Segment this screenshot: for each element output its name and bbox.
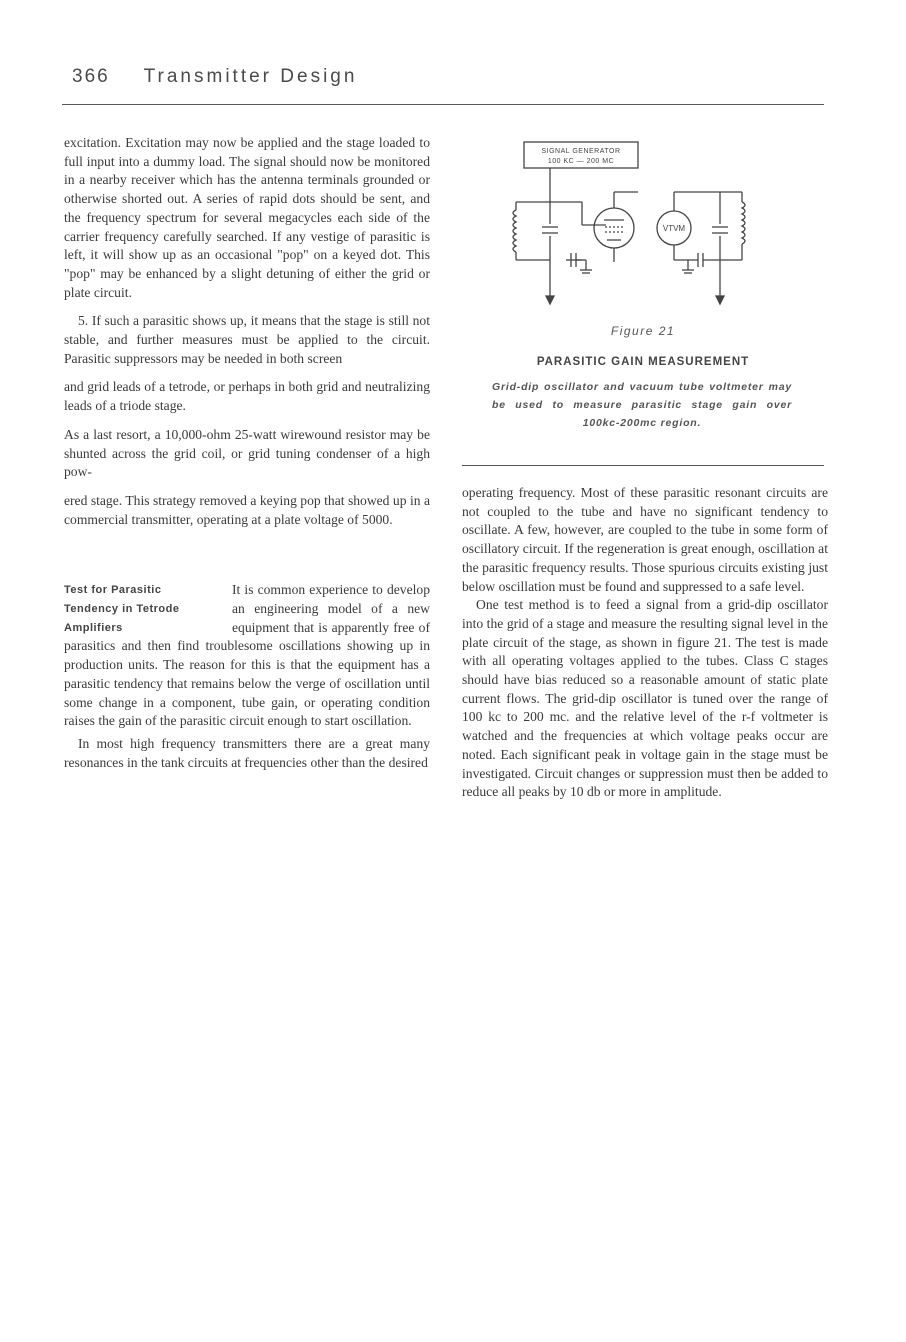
circuit-diagram: [462, 132, 824, 322]
section-heading-line-3: Amplifiers: [64, 621, 123, 634]
vtvm-label: VTVM: [662, 224, 686, 233]
section-heading: [64, 581, 232, 637]
header-rule: [62, 104, 824, 105]
figure-rule: [462, 465, 824, 466]
left-paragraph-3: and grid leads of a tetrode, or perhaps in both grid and neutralizing leads of a triode stage.: [64, 379, 430, 414]
left-coil: [513, 210, 516, 252]
section-heading-line-2: Tendency in Tetrode: [64, 603, 180, 616]
left-paragraph-6: It is common experience to develop an engineering model of a new equipment that is apparently free of parasitics and then find troublesome oscillations showing up in production units. The reason for this is that the equipment has a parasitic tendency that remains below the verge of oscillation until some change in a component, tube gain, or operating condition raises the gain of the parasitic circuit enough to start oscillation.: [64, 582, 430, 729]
figure-caption: Grid-dip oscillator and vacuum tube voltmeter may be used to measure parasitic stage gain over 100kc-200mc region.: [492, 381, 792, 429]
right-coil: [742, 202, 745, 244]
left-column: [64, 134, 430, 772]
section-heading-line-1: Test for Parasitic: [64, 584, 162, 597]
left-paragraph-1: excitation. Excitation may now be applied and the stage loaded to full input into a dummy load. The signal should now be monitored in a nearby receiver which has the antenna terminals grounded or otherwise shorted out. A series of rapid dots should be sent, and the frequency spectrum for several megacycles each side of the carrier frequency carefully searched. If any vestige of parasitic is left, it will show up as an occasional "pop" on a keyed dot. This "pop" may be enhanced by a slight detuning of either the grid or plate circuit.: [64, 135, 430, 300]
page-number: 366: [72, 66, 110, 87]
tube-envelope: [594, 208, 634, 248]
section-test-parasitic: [64, 581, 430, 731]
figure-title: PARASITIC GAIN MEASUREMENT: [536, 356, 750, 368]
figure-21: [462, 132, 824, 468]
left-paragraph-7: In most high frequency transmitters there are a great many resonances in the tank circuits at frequencies other than the desired: [64, 735, 430, 770]
signal-generator-label-2: 100 KC — 200 MC: [547, 158, 615, 165]
left-paragraph-4: As a last resort, a 10,000-ohm 25-watt wirewound resistor may be shunted across the grid coil, or grid tuning condenser of a high pow-: [64, 426, 430, 480]
right-paragraph-1: operating frequency. Most of these parasitic resonant circuits are not coupled to the tube and have no significant tendency to oscillate. A few, however, are coupled to the tube in some form of oscillatory circuit. If the regeneration is great enough, oscillation at the parasitic frequency results. Those spurious circuits existing just below oscillation must be found and suppressed to a safe level.: [462, 485, 828, 594]
signal-generator-label-1: SIGNAL GENERATOR: [541, 148, 621, 155]
right-paragraph-2: One test method is to feed a signal from a grid-dip oscillator into the grid of a stage and measure the resulting signal level in the plate circuit of the stage, as shown in figure 21. The test is made with all operating voltages applied to the tubes. Class C stages should have bias reduced so a reasonable amount of static plate current flows. The grid-dip oscillator is tuned over the range of 100 kc to 200 mc. and the relative level of the r-f voltmeter is watched and the frequencies at which voltage peaks occur are noted. Each significant peak in voltage gain in the stage must be investigated. Circuit changes or suppression must then be added to reduce all peaks by 10 db or more in amplitude.: [462, 597, 828, 800]
running-title: Transmitter Design: [143, 66, 358, 87]
running-header: [72, 66, 357, 88]
left-paragraph-5: ered stage. This strategy removed a keying pop that showed up in a commercial transmitter, operating at a plate voltage of 5000.: [64, 492, 430, 527]
left-paragraph-2: 5. If such a parasitic shows up, it means that the stage is still not stable, and further measures must be applied to the circuit. Parasitic suppressors may be needed in both screen: [64, 313, 430, 366]
figure-label: Figure 21: [610, 324, 676, 338]
right-column: [462, 484, 828, 802]
